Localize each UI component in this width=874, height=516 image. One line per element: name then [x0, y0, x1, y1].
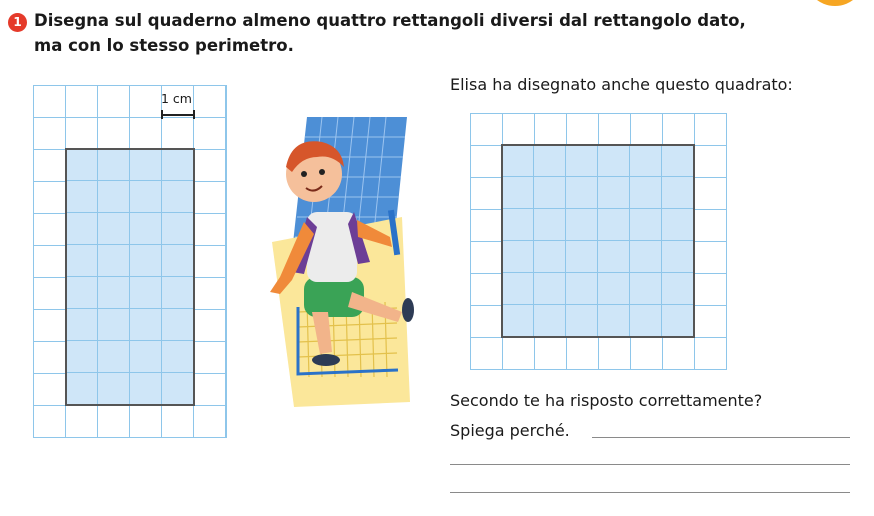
exercise-number-badge: 1 [8, 13, 27, 32]
answer-line-1[interactable] [592, 437, 850, 438]
drawn-square [501, 144, 695, 338]
right-grid [470, 113, 727, 370]
instruction-line-2: ma con lo stesso perimetro. [34, 36, 294, 55]
corner-decoration [805, 0, 865, 6]
unit-label: 1 cm [161, 91, 192, 106]
given-rectangle [65, 148, 195, 406]
unit-marker-icon [160, 109, 196, 119]
answer-line-2[interactable] [450, 464, 850, 465]
square-intro-text: Elisa ha disegnato anche questo quadrato: [450, 75, 793, 94]
boy-illustration [262, 112, 422, 412]
answer-line-3[interactable] [450, 492, 850, 493]
left-grid [33, 85, 227, 438]
explain-prompt: Spiega perché. [450, 421, 570, 440]
question-text: Secondo te ha risposto correttamente? [450, 391, 763, 410]
instruction-line-1: Disegna sul quaderno almeno quattro rettangoli diversi dal rettangolo dato, [34, 11, 746, 30]
